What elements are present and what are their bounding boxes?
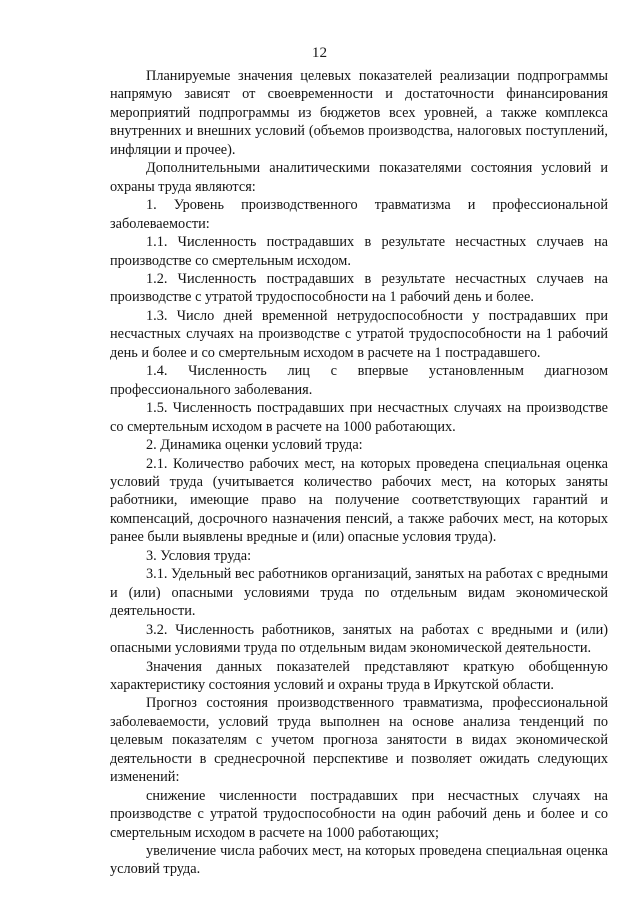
paragraph-forecast: Прогноз состояния производственного травматизма, профессиональной заболеваемости, условий труда выполнен на основе анализа тенденций по целевым показателям с учетом прогноза занятости в видах экономической деятельности в среднесрочной перспективе и позволяет ожидать следующих изменений: bbox=[110, 695, 608, 786]
paragraph-subprogram-targets: Планируемые значения целевых показателей реализации подпрограммы напрямую зависят от своевременности и достаточности финансирования мероприятий подпрограммы из бюджетов всех уровней, а также комплекса внутренних и внешних условий (объемов производства, налоговых поступлений, инфляции и прочее). bbox=[110, 68, 608, 158]
paragraph-expected-decrease: снижение численности пострадавших при несчастных случаях на производстве с утратой трудоспособности на один рабочий день и более и со смертельным исходом в расчете на 1000 работающих; bbox=[110, 787, 608, 841]
paragraph-item-3-1: 3.1. Удельный вес работников организаций, занятых на работах с вредными и (или) опасными условиями труда по отдельным видам экономической деятельности. bbox=[110, 566, 608, 620]
paragraph-item-1-2: 1.2. Численность пострадавших в результате несчастных случаев на производстве с утратой трудоспособности на 1 рабочий день и более. bbox=[110, 270, 608, 306]
paragraph-item-1-4: 1.4. Численность лиц с впервые установленным диагнозом профессионального заболевания. bbox=[110, 363, 608, 398]
page-number: 12 bbox=[311, 44, 328, 61]
paragraph-item-3-2: 3.2. Численность работников, занятых на работах с вредными и (или) опасными условиями труда по отдельным видам экономической деятельности. bbox=[110, 621, 608, 657]
paragraph-item-2: 2. Динамика оценки условий труда: bbox=[146, 437, 363, 454]
paragraph-item-3: 3. Условия труда: bbox=[146, 547, 252, 564]
paragraph-item-1-5: 1.5. Численность пострадавших при несчастных случаях на производстве со смертельным исходом в расчете на 1000 работающих. bbox=[110, 400, 608, 435]
paragraph-indicator-summary: Значения данных показателей представляют краткую обобщенную характеристику состояния условий и охраны труда в Иркутской области. bbox=[110, 658, 608, 693]
paragraph-item-1: 1. Уровень производственного травматизма и профессиональной заболеваемости: bbox=[110, 197, 608, 232]
paragraph-item-2-1: 2.1. Количество рабочих мест, на которых проведена специальная оценка условий труда (учитывается количество рабочих мест, на которых заняты работники, имеющие право на получение соответствующих гарантий и компенсаций, досрочного назначения пенсий, а также рабочих мест, на которых ранее были выявлены вредные и (или) опасные условия труда). bbox=[110, 455, 608, 546]
paragraph-item-1-1: 1.1. Численность пострадавших в результате несчастных случаев на производстве со смертельным исходом. bbox=[110, 234, 608, 269]
paragraph-expected-increase: увеличение числа рабочих мест, на которых проведена специальная оценка условий труда. bbox=[110, 843, 608, 878]
document-body bbox=[110, 67, 608, 879]
paragraph-additional-indicators: Дополнительными аналитическими показателями состояния условий и охраны труда являются: bbox=[110, 160, 608, 195]
paragraph-item-1-3: 1.3. Число дней временной нетрудоспособности у пострадавших при несчастных случаях на производстве с утратой трудоспособности на 1 рабочий день и более и со смертельным исходом в расчете на 1 пострадавшего. bbox=[110, 307, 608, 361]
